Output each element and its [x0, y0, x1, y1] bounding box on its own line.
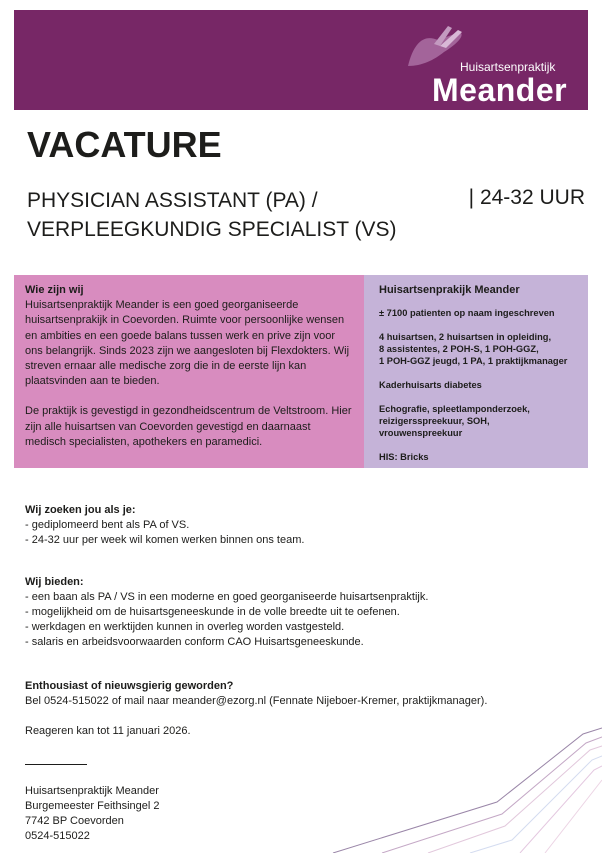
seeking-heading: Wij zoeken jou als je: [25, 504, 136, 516]
divider [25, 764, 87, 765]
job-title [27, 186, 397, 244]
offer-item: - een baan als PA / VS in een moderne en goed georganiseerde huisartsenpraktijk. [25, 591, 429, 603]
facts-heading: Huisartsenprakijk Meander [379, 284, 520, 296]
seeking-section [25, 503, 304, 548]
fact-item: Kaderhuisarts diabetes [379, 380, 482, 390]
deadline: Reageren kan tot 11 januari 2026. [25, 725, 191, 737]
about-paragraph: Huisartsenpraktijk Meander is een goed georganiseerde huisartsenprakijk in Coevorden. Ruimte voor persoonlijke wensen en ambities en een goede balans tussen werk en prive zijn voor ons belangrijk. Sinds 2023 zijn we aangesloten bij Flexdokters. Wij streven ernaar alle medische zorg die in de eerste lijn kan plaatsvinden aan te bieden. [25, 299, 350, 388]
job-title-line: VERPLEEGKUNDIG SPECIALIST (VS) [27, 218, 397, 241]
fact-item: ± 7100 patienten op naam ingeschreven [379, 308, 555, 318]
address-line: 0524-515022 [25, 830, 90, 842]
address-line: Burgemeester Feithsingel 2 [25, 800, 160, 812]
offer-item: - werkdagen en werktijden kunnen in overleg worden vastgesteld. [25, 621, 345, 633]
offer-section [25, 575, 428, 650]
about-box [14, 275, 364, 468]
about-paragraph: De praktijk is gevestigd in gezondheidscentrum de Veltstroom. Hier zijn alle huisartsen van Coevorden gevestigd en daarnaast medisch specialisten, apothekers en paramedici. [25, 405, 352, 448]
fact-item: HIS: Bricks [379, 452, 429, 462]
job-title-line: PHYSICIAN ASSISTANT (PA) / [27, 189, 318, 212]
decorative-lines [330, 720, 602, 853]
header-banner [14, 10, 588, 110]
logo-subtitle: Huisartsenpraktijk [460, 60, 556, 74]
fact-item: 4 huisartsen, 2 huisartsen in opleiding, 8 assistentes, 2 POH-S, 1 POH-GGZ, 1 POH-GGZ jeugd, 1 PA, 1 praktijkmanager [379, 332, 568, 366]
seeking-item: - gediplomeerd bent als PA of VS. [25, 519, 190, 531]
hours: | 24-32 UUR [468, 186, 585, 209]
contact-text: Bel 0524-515022 of mail naar meander@ezorg.nl (Fennate Nijeboer-Kremer, praktijkmanager). [25, 695, 488, 707]
about-heading: Wie zijn wij [25, 284, 84, 296]
address-line: 7742 BP Coevorden [25, 815, 124, 827]
address-block [25, 784, 160, 844]
logo [404, 22, 574, 108]
address-line: Huisartsenpraktijk Meander [25, 785, 159, 797]
fact-item: Echografie, spleetlamponderzoek, reizigersspreekuur, SOH, vrouwenspreekuur [379, 404, 530, 438]
facts-box [364, 275, 588, 468]
logo-name: Meander [432, 72, 568, 108]
offer-heading: Wij bieden: [25, 576, 84, 588]
offer-item: - mogelijkheid om de huisartsgeneeskunde in de volle breedte uit te oefenen. [25, 606, 400, 618]
page-title: VACATURE [27, 124, 222, 165]
offer-item: - salaris en arbeidsvoorwaarden conform CAO Huisartsgeneeskunde. [25, 636, 364, 648]
seeking-item: - 24-32 uur per week wil komen werken binnen ons team. [25, 534, 305, 546]
contact-heading: Enthousiast of nieuwsgierig geworden? [25, 680, 234, 692]
